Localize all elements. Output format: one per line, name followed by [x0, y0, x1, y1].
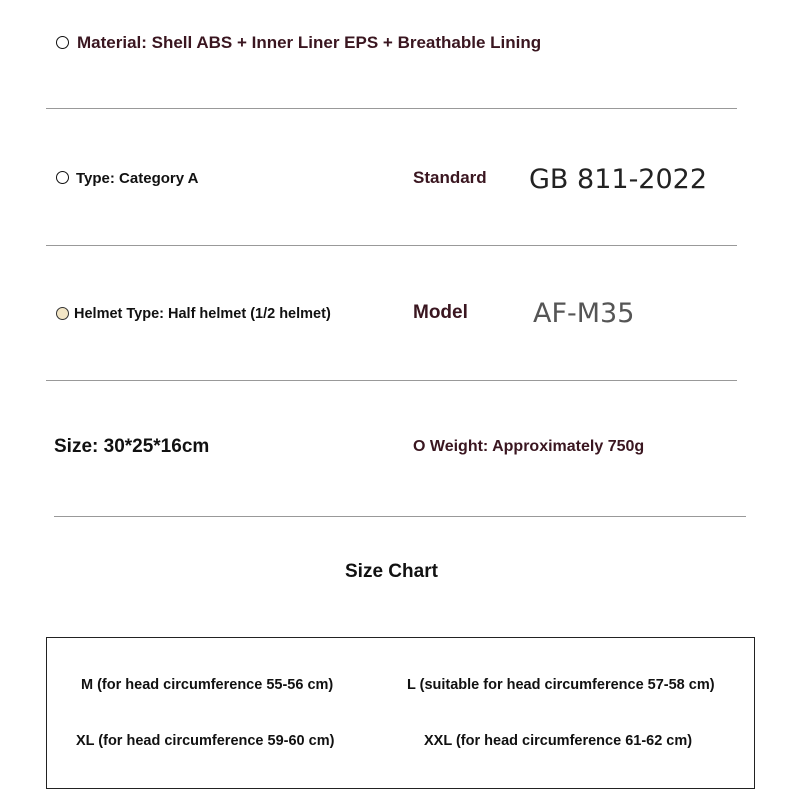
size-cell: XXL (for head circumference 61-62 cm) — [424, 733, 693, 749]
helmet-type-spec: Helmet Type: Half helmet (1/2 helmet) — [74, 306, 331, 322]
type-spec: Type: Category A — [76, 170, 199, 187]
model-label: Model — [413, 302, 468, 323]
size-spec: Size: 30*25*16cm — [54, 436, 210, 457]
weight-spec: O Weight: Approximately 750g — [413, 438, 645, 455]
standard-value: GB 811-2022 — [529, 164, 708, 195]
bullet-circle-icon — [56, 171, 69, 184]
divider — [46, 245, 737, 246]
size-cell: M (for head circumference 55-56 cm) — [81, 677, 334, 693]
size-cell: L (suitable for head circumference 57-58 cm) — [407, 677, 715, 693]
divider — [54, 516, 746, 517]
standard-label: Standard — [413, 168, 487, 187]
size-chart-title: Size Chart — [345, 561, 438, 582]
model-value: AF-M35 — [533, 298, 635, 329]
bullet-circle-icon — [56, 307, 69, 320]
material-spec: Material: Shell ABS + Inner Liner EPS + Breathable Lining — [77, 33, 542, 52]
bullet-circle-icon — [56, 36, 69, 49]
divider — [46, 380, 737, 381]
size-cell: XL (for head circumference 59-60 cm) — [76, 733, 335, 749]
size-chart-table — [46, 637, 755, 789]
divider — [46, 108, 737, 109]
